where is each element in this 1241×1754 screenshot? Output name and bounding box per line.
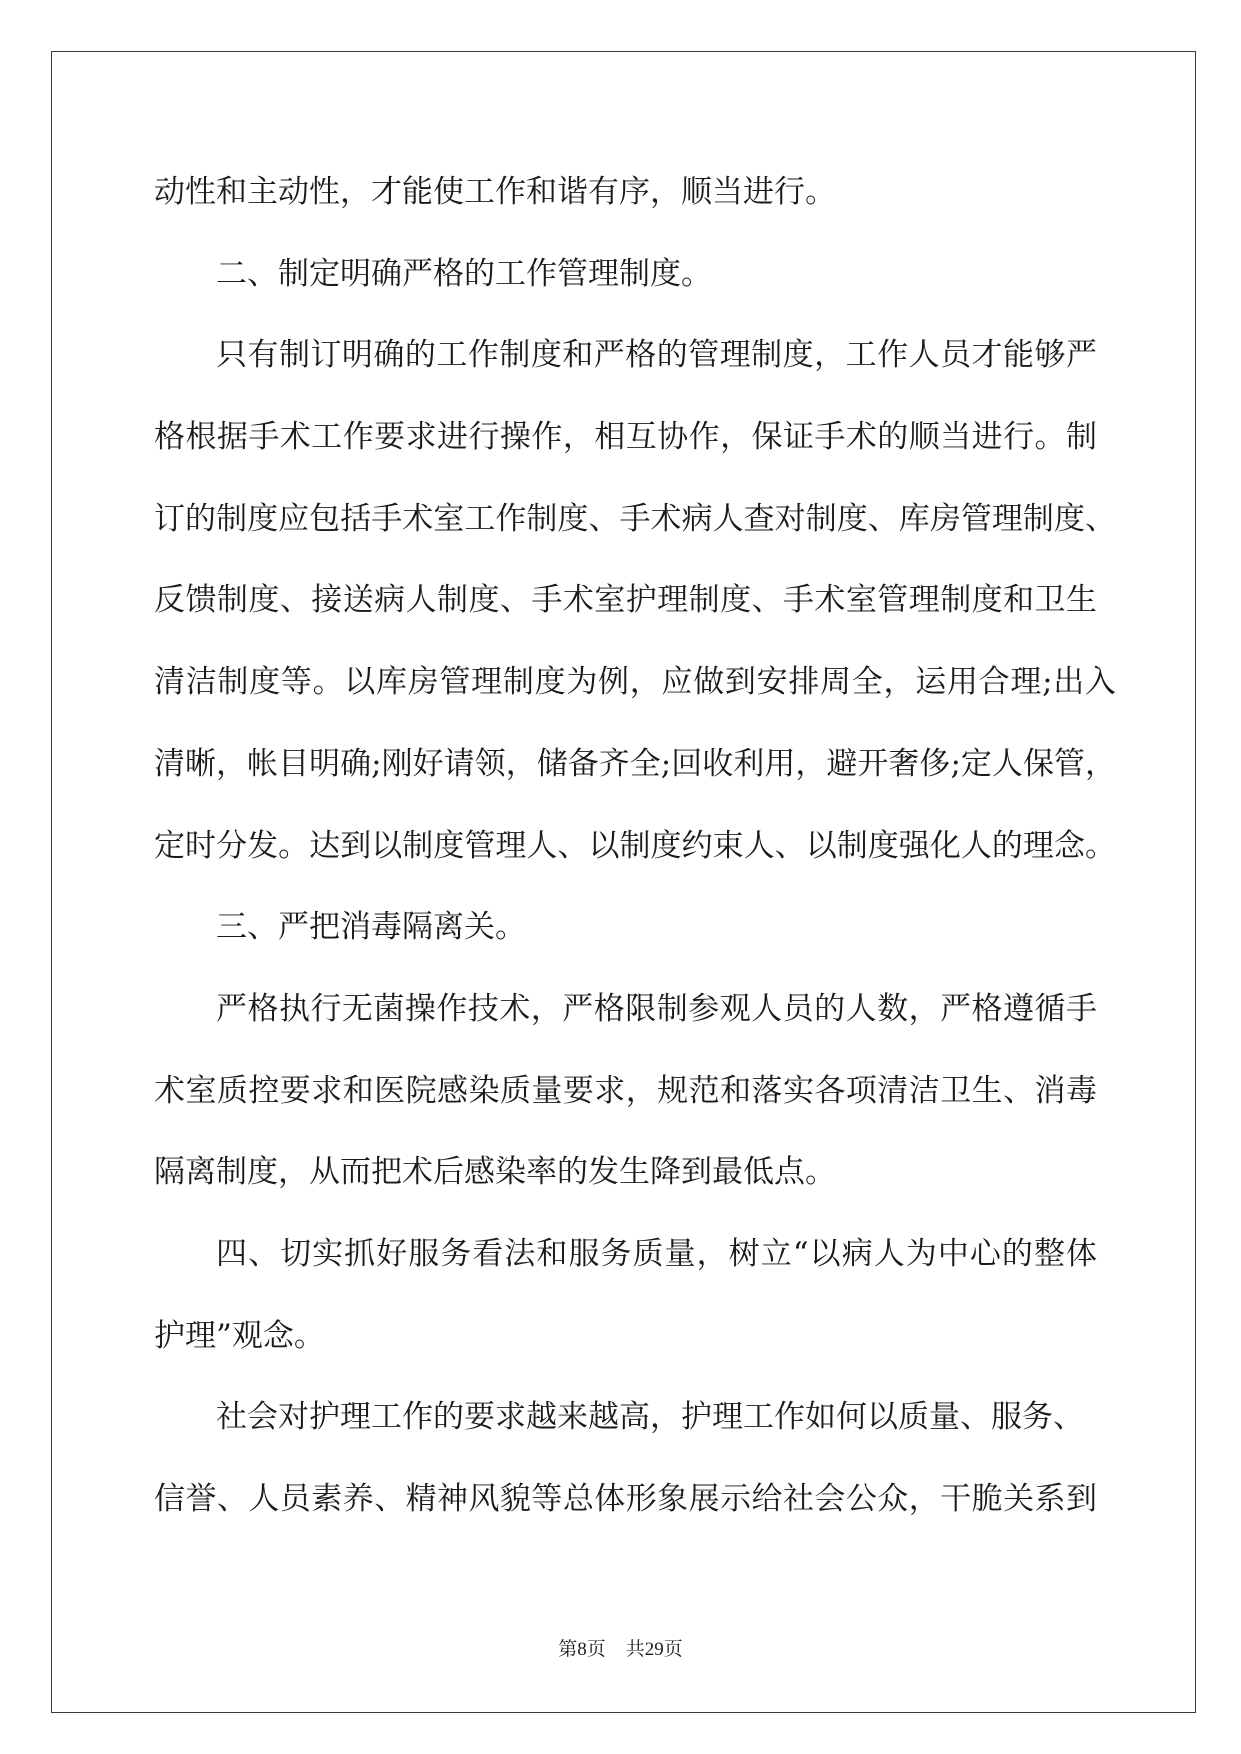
text-line: 术室质控要求和医院感染质量要求，规范和落实各项清洁卫生、消毒 <box>154 1072 1097 1109</box>
section-heading <box>154 1214 1134 1377</box>
page-total: 共29页 <box>625 1639 683 1660</box>
paragraph <box>154 1377 1134 1540</box>
text-line: 二、制定明确严格的工作管理制度。 <box>216 255 712 292</box>
text-line: 护理”观念。 <box>154 1317 325 1354</box>
text-line: 订的制度应包括手术室工作制度、手术病人查对制度、库房管理制度、 <box>154 500 1116 537</box>
text-line: 定时分发。达到以制度管理人、以制度约束人、以制度强化人的理念。 <box>154 827 1116 864</box>
text-line: 四、切实抓好服务看法和服务质量，树立“以病人为中心的整体 <box>216 1235 1097 1272</box>
text-line: 社会对护理工作的要求越来越高，护理工作如何以质量、服务、 <box>216 1399 1084 1436</box>
paragraph <box>154 969 1134 1214</box>
text-line: 清洁制度等。以库房管理制度为例，应做到安排周全，运用合理;出入 <box>154 664 1116 701</box>
text-line: 严格执行无菌操作技术，严格限制参观人员的人数，严格遵循手 <box>216 990 1097 1027</box>
text-line: 信誉、人员素养、精神风貌等总体形象展示给社会公众，干脆关系到 <box>154 1481 1097 1517</box>
document-body <box>154 152 1134 1541</box>
section-heading <box>154 234 1134 316</box>
page-number: 第8页 <box>558 1639 606 1660</box>
text-line: 清晰，帐目明确;刚好请领，储备齐全;回收利用，避开奢侈;定人保管， <box>154 745 1116 782</box>
text-line: 三、严把消毒隔离关。 <box>216 909 526 946</box>
paragraph <box>154 315 1134 887</box>
text-line: 动性和主动性，才能使工作和谐有序，顺当进行。 <box>154 174 836 210</box>
text-line: 反馈制度、接送病人制度、手术室护理制度、手术室管理制度和卫生 <box>154 582 1097 619</box>
text-line: 隔离制度，从而把术后感染率的发生降到最低点。 <box>154 1154 836 1191</box>
text-line: 格根据手术工作要求进行操作，相互协作，保证手术的顺当进行。制 <box>154 419 1097 456</box>
paragraph <box>154 152 1134 234</box>
page-footer <box>0 1634 1241 1661</box>
text-line: 只有制订明确的工作制度和严格的管理制度，工作人员才能够严 <box>216 337 1097 374</box>
section-heading <box>154 887 1134 969</box>
